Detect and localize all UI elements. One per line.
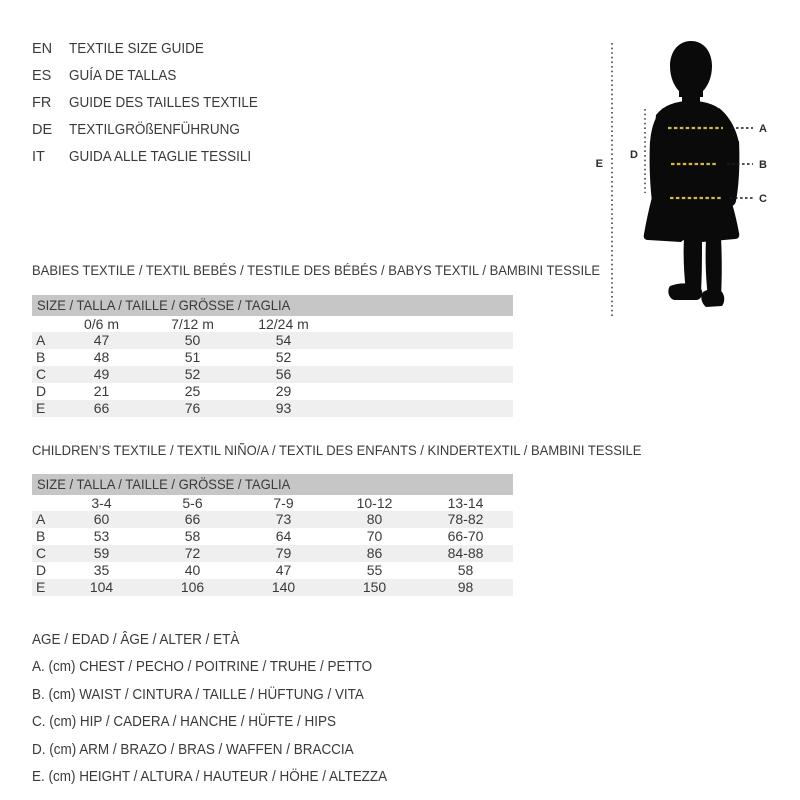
cell-value: 72	[184, 545, 201, 561]
language-code: IT	[32, 149, 45, 165]
figure-label-e: E	[595, 158, 603, 170]
language-row-en	[32, 36, 272, 63]
cell-value: 25	[184, 383, 201, 399]
language-code: FR	[32, 95, 52, 111]
language-title-list	[32, 36, 272, 171]
figure-label-d: D	[630, 149, 638, 161]
children-size-table	[32, 474, 513, 596]
language-row-fr	[32, 90, 272, 117]
cell-value: 70	[366, 528, 383, 544]
cell-value: 104	[89, 579, 114, 595]
cell-value: 140	[271, 579, 296, 595]
row-label: D	[36, 562, 47, 578]
column-header: 5-6	[182, 495, 203, 511]
cell-value: 58	[457, 562, 474, 578]
size-header-bar: SIZE / TALLA / TAILLE / GRÖSSE / TAGLIA	[32, 474, 513, 495]
language-code: ES	[32, 68, 52, 84]
measurement-legend	[32, 627, 414, 791]
cell-value: 47	[275, 562, 292, 578]
cell-value: 49	[93, 366, 110, 382]
row-label: C	[36, 366, 47, 382]
cell-value: 60	[93, 511, 110, 527]
cell-value: 29	[275, 383, 292, 399]
row-label: E	[36, 400, 46, 416]
table-row	[32, 545, 513, 562]
size-header-bar: SIZE / TALLA / TAILLE / GRÖSSE / TAGLIA	[32, 295, 513, 316]
cell-value: 35	[93, 562, 110, 578]
legend-chest: A. (cm) CHEST / PECHO / POITRINE / TRUHE / PETTO	[32, 659, 373, 676]
figure-label-a: A	[759, 123, 767, 135]
column-header: 12/24 m	[258, 316, 309, 332]
silhouette-shorts	[644, 197, 740, 242]
cell-value: 66	[184, 511, 201, 527]
legend-age: AGE / EDAD / ÂGE / ALTER / ETÀ	[32, 632, 240, 648]
language-row-de	[32, 117, 272, 144]
measurement-figure	[590, 25, 790, 325]
cell-value: 66	[93, 400, 110, 416]
cell-value: 80	[366, 511, 383, 527]
cell-value: 84-88	[447, 545, 484, 561]
column-header: 7/12 m	[171, 316, 214, 332]
cell-value: 59	[93, 545, 110, 561]
silhouette-right-leg	[706, 238, 722, 297]
cell-value: 79	[275, 545, 292, 561]
cell-value: 21	[93, 383, 110, 399]
silhouette-left-foot	[668, 283, 702, 300]
figure-label-c: C	[759, 193, 767, 205]
table-row	[32, 332, 513, 349]
table-row	[32, 579, 513, 596]
table-row	[32, 511, 513, 528]
row-label: E	[36, 579, 46, 595]
legend-arm: D. (cm) ARM / BRAZO / BRAS / WAFFEN / BRACCIA	[32, 741, 354, 758]
language-code: DE	[32, 122, 53, 138]
table-row	[32, 528, 513, 545]
silhouette-head	[670, 41, 712, 97]
cell-value: 50	[184, 332, 201, 348]
table-row	[32, 383, 513, 400]
column-header: 3-4	[91, 495, 112, 511]
cell-value: 150	[362, 579, 387, 595]
cell-value: 98	[457, 579, 474, 595]
language-title: TEXTILE SIZE GUIDE	[69, 41, 204, 57]
column-header: 7-9	[273, 495, 294, 511]
cell-value: 78-82	[447, 511, 484, 527]
cell-value: 76	[184, 400, 201, 416]
cell-value: 51	[184, 349, 201, 365]
cell-value: 47	[93, 332, 110, 348]
column-header: 0/6 m	[83, 316, 119, 332]
table-row	[32, 366, 513, 383]
table-row	[32, 349, 513, 366]
babies-column-header-row	[32, 316, 513, 332]
cell-value: 93	[275, 400, 292, 416]
cell-value: 86	[366, 545, 383, 561]
language-title: GUIDE DES TAILLES TEXTILE	[69, 95, 258, 111]
children-column-header-row	[32, 495, 513, 511]
children-section-title: CHILDREN’S TEXTILE / TEXTIL NIÑO/A / TEXTIL DES ENFANTS / KINDERTEXTIL / BAMBINI TESSILE	[32, 442, 642, 458]
silhouette-right-foot	[701, 289, 724, 307]
cell-value: 58	[184, 528, 201, 544]
table-row	[32, 400, 513, 417]
table-row	[32, 562, 513, 579]
cell-value: 52	[184, 366, 201, 382]
cell-value: 48	[93, 349, 110, 365]
cell-value: 64	[275, 528, 292, 544]
row-label: B	[36, 349, 46, 365]
row-label: A	[36, 332, 46, 348]
language-row-es	[32, 63, 272, 90]
child-silhouette-diagram	[590, 25, 790, 325]
legend-waist: B. (cm) WAIST / CINTURA / TAILLE / HÜFTUNG / VITA	[32, 686, 364, 703]
row-label: D	[36, 383, 47, 399]
row-label: C	[36, 545, 47, 561]
cell-value: 106	[180, 579, 205, 595]
cell-value: 55	[366, 562, 383, 578]
column-header: 10-12	[356, 495, 393, 511]
cell-value: 66-70	[447, 528, 484, 544]
cell-value: 52	[275, 349, 292, 365]
row-label: A	[36, 511, 46, 527]
row-label: B	[36, 528, 46, 544]
language-title: GUÍA DE TALLAS	[69, 68, 177, 84]
babies-section-title: BABIES TEXTILE / TEXTIL BEBÉS / TESTILE DES BÉBÉS / BABYS TEXTIL / BAMBINI TESSILE	[32, 262, 601, 278]
legend-hip: C. (cm) HIP / CADERA / HANCHE / HÜFTE / HIPS	[32, 714, 336, 731]
language-title: TEXTILGRÖßENFÜHRUNG	[69, 122, 240, 138]
language-code: EN	[32, 41, 53, 57]
column-header: 13-14	[447, 495, 484, 511]
cell-value: 40	[184, 562, 201, 578]
legend-height: E. (cm) HEIGHT / ALTURA / HAUTEUR / HÖHE / ALTEZZA	[32, 768, 388, 785]
babies-size-table	[32, 295, 513, 417]
cell-value: 54	[275, 332, 292, 348]
cell-value: 53	[93, 528, 110, 544]
cell-value: 56	[275, 366, 292, 382]
cell-value: 73	[275, 511, 292, 527]
language-row-it	[32, 144, 272, 171]
language-title: GUIDA ALLE TAGLIE TESSILI	[69, 149, 252, 165]
figure-label-b: B	[759, 159, 767, 171]
child-silhouette	[644, 41, 740, 307]
